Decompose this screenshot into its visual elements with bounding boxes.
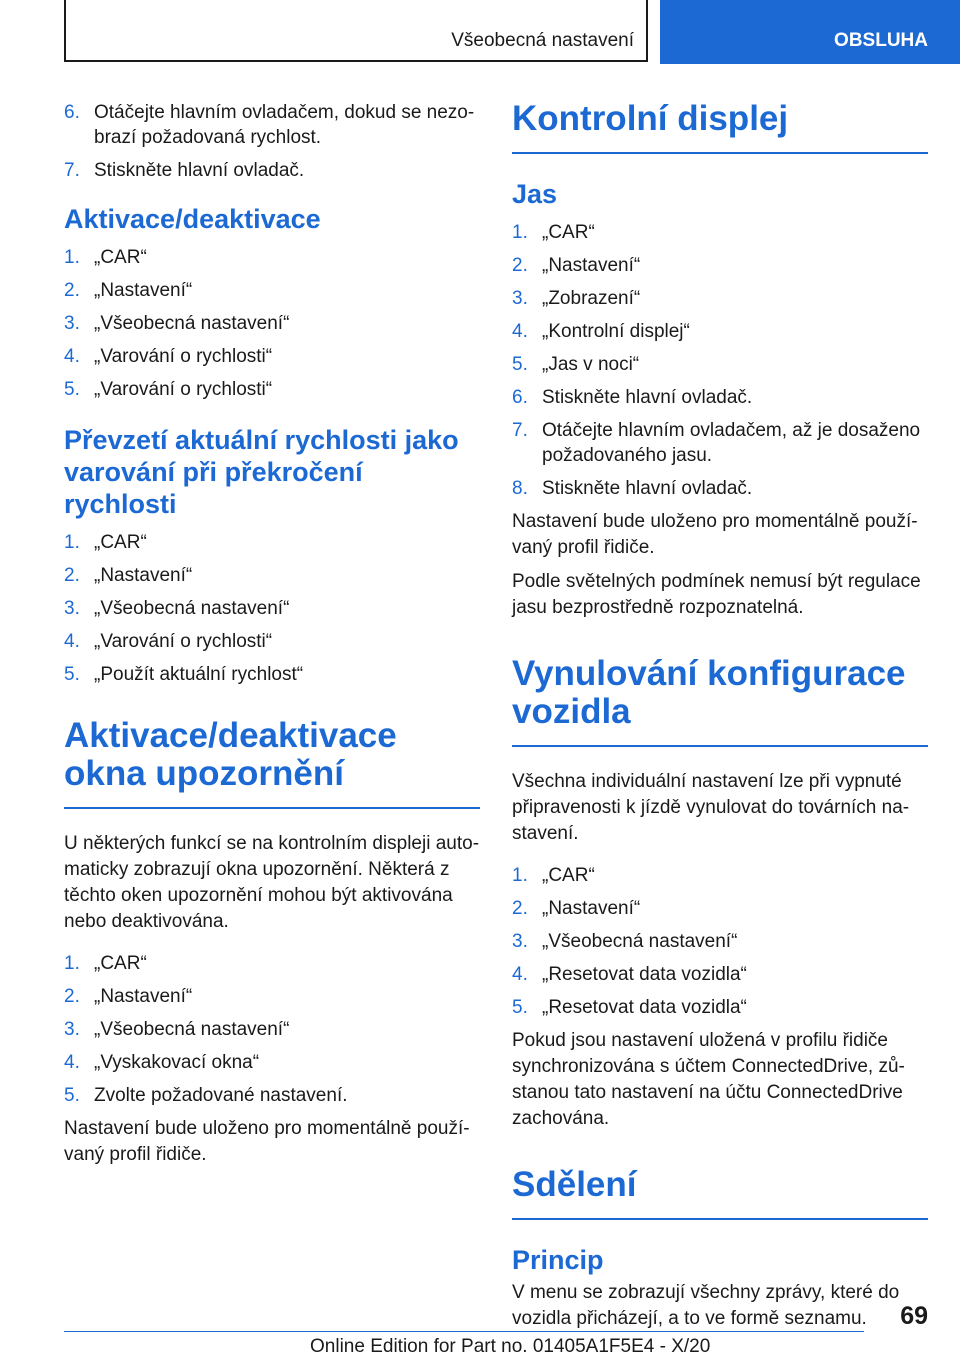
- list-item: 3. „Všeobecná nastavení“: [64, 1019, 290, 1040]
- list-item: 3. „Všeobecná nastavení“: [64, 313, 290, 334]
- list-item: 5. Zvolte požadované nastavení.: [64, 1085, 348, 1106]
- heading-vynulovani: Vynulování konfigurace vozidla: [512, 655, 928, 747]
- paragraph: U některých funkcí se na kontrolním displeji automaticky zobrazují okna upozornění. Některá z těchto oken upozornění mohou být aktivována nebo deaktivována.: [64, 833, 480, 932]
- list-item: 1. „CAR“: [512, 222, 595, 243]
- steps-vynulovani: [512, 863, 928, 1020]
- subheading-jas: Jas: [512, 179, 558, 209]
- list-item: 1. „CAR“: [512, 865, 595, 886]
- list-item: 7. Stiskněte hlavní ovladač.: [64, 160, 305, 181]
- list-item: 5. „Resetovat data vozidla“: [512, 997, 747, 1018]
- heading-okna-upozorneni: Aktivace/deaktivace okna upozornění: [64, 717, 480, 809]
- list-item: 4. „Resetovat data vozidla“: [512, 964, 747, 985]
- paragraph: Podle světelných podmínek nemusí být regulace jasu bezprostředně rozpoznatelná.: [512, 571, 921, 618]
- left-column: [64, 100, 480, 1176]
- list-item: 2. „Nastavení“: [512, 255, 641, 276]
- steps-aktivace: [64, 245, 480, 402]
- list-item: 2. „Nastavení“: [512, 898, 641, 919]
- heading-prevzeti: Převzetí aktuální rychlosti jako varování při překročení rychlosti: [64, 425, 459, 519]
- footer-divider: [64, 1331, 864, 1332]
- list-item: 8. Stiskněte hlavní ovladač.: [512, 478, 753, 499]
- list-item: 2. „Nastavení“: [64, 986, 193, 1007]
- heading-sdeleni: Sdělení: [512, 1166, 928, 1220]
- paragraph: Všechna individuální nastavení lze při vypnuté připravenosti k jízdě vynulovat do továrních nastavení.: [512, 771, 910, 844]
- list-item: 4. „Vyskakovací okna“: [64, 1052, 260, 1073]
- heading-kontrolni-displej: Kontrolní displej: [512, 100, 928, 154]
- list-item: 5. „Varování o rychlosti“: [64, 379, 273, 400]
- list-item: 4. „Kontrolní displej“: [512, 321, 690, 342]
- section-tab: [64, 0, 648, 62]
- paragraph: Nastavení bude uloženo pro momentálně používaný profil řidiče.: [64, 1118, 470, 1165]
- paragraph: Pokud jsou nastavení uložená v profilu řidiče synchronizována s účtem ConnectedDrive, zůstanou tato nastavení na účtu ConnectedDrive zachována.: [512, 1030, 905, 1129]
- footer-edition: Online Edition for Part no. 01405A1F5E4 - X/20: [310, 1336, 711, 1357]
- steps-prevzeti: [64, 530, 480, 687]
- chapter-title: OBSLUHA: [834, 30, 928, 51]
- right-column: [512, 100, 928, 1340]
- page-header: [64, 0, 960, 64]
- list-item: 2. „Nastavení“: [64, 565, 193, 586]
- list-item: 5. „Použít aktuální rychlost“: [64, 664, 304, 685]
- list-item: 1. „CAR“: [64, 953, 147, 974]
- list-item: 3. „Zobrazení“: [512, 288, 641, 309]
- chapter-tab: [660, 0, 960, 64]
- paragraph: V menu se zobrazují všechny zprávy, které do vozidla přicházejí, a to ve formě seznamu.: [512, 1282, 900, 1329]
- list-item: 1. „CAR“: [64, 247, 147, 268]
- page-number: 69: [900, 1302, 928, 1330]
- list-item: 3. „Všeobecná nastavení“: [512, 931, 738, 952]
- heading-aktivace: Aktivace/deaktivace: [64, 204, 321, 234]
- list-item: 7. Otáčejte hlavním ovladačem, až je dosaženo požadovaného jasu.: [512, 420, 921, 466]
- paragraph: Nastavení bude uloženo pro momentálně používaný profil řidiče.: [512, 511, 918, 558]
- list-item: 5. „Jas v noci“: [512, 354, 640, 375]
- list-item: 6. Stiskněte hlavní ovladač.: [512, 387, 753, 408]
- steps-okna: [64, 951, 480, 1108]
- list-item: 6. Otáčejte hlavním ovladačem, dokud se nezobrazí požadovaná rychlost.: [64, 102, 475, 148]
- list-item: 4. „Varování o rychlosti“: [64, 631, 273, 652]
- list-item: 4. „Varování o rychlosti“: [64, 346, 273, 367]
- steps-jas: [512, 220, 928, 501]
- section-title: Všeobecná nastavení: [451, 30, 634, 51]
- list-item: 1. „CAR“: [64, 532, 147, 553]
- list-item: 3. „Všeobecná nastavení“: [64, 598, 290, 619]
- intro-steps: [64, 100, 480, 183]
- list-item: 2. „Nastavení“: [64, 280, 193, 301]
- subheading-princip: Princip: [512, 1245, 604, 1275]
